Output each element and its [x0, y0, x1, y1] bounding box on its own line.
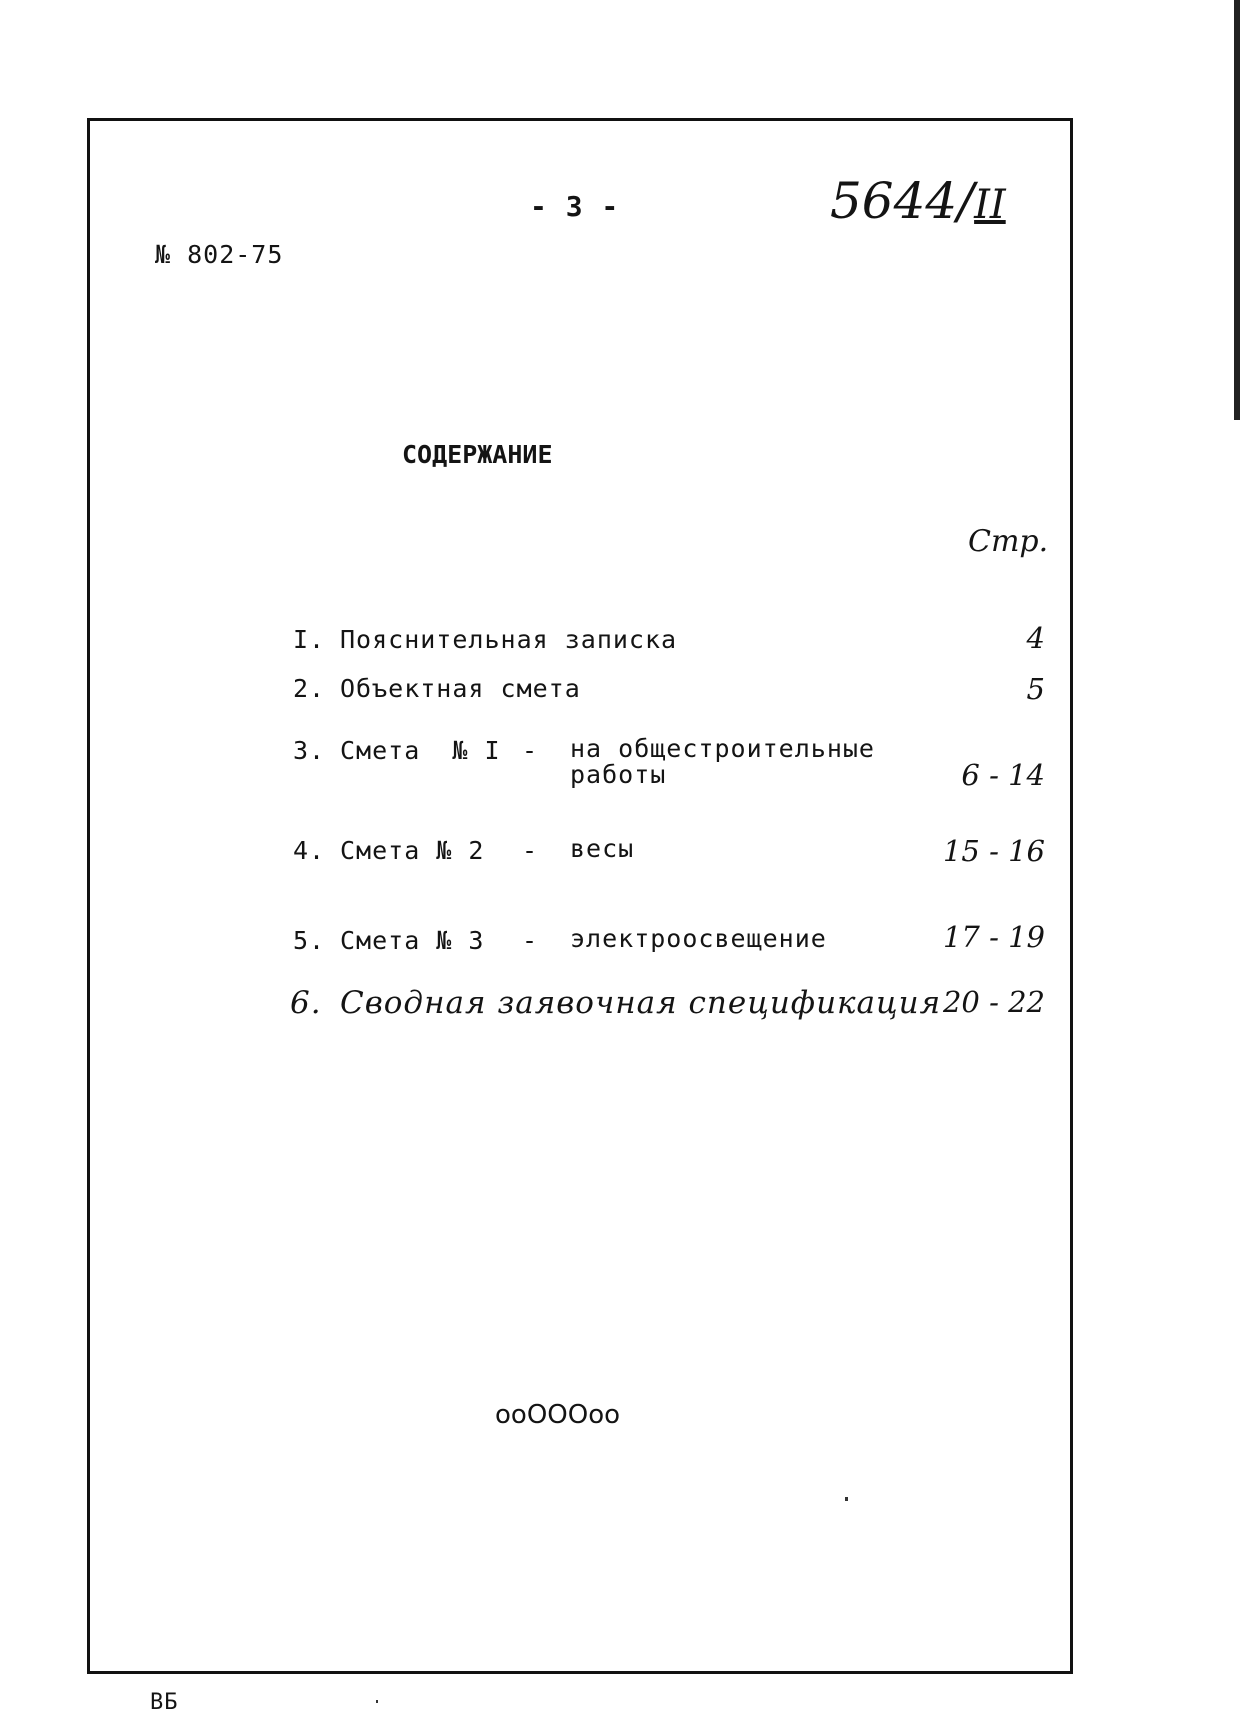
toc-pages: 20 - 22 [942, 985, 1045, 1019]
toc-num: 4. [293, 836, 326, 865]
footer-mark: ВБ [150, 1690, 179, 1715]
toc-name: Смета № 2 [340, 836, 485, 865]
page-title: СОДЕРЖАНИЕ [402, 440, 553, 469]
toc-num: 3. [293, 736, 326, 765]
end-mark: ооОООоо [495, 1400, 621, 1430]
pages-column-header: Стр. [968, 524, 1049, 559]
toc-num: 5. [293, 926, 326, 955]
toc-num: I. [293, 625, 326, 654]
toc-pages: 15 - 16 [942, 834, 1045, 868]
toc-name: Пояснительная записка [340, 625, 678, 654]
doc-code-main: 5644/ [830, 172, 975, 230]
speck [845, 1497, 848, 1501]
doc-code-roman: II [974, 182, 1006, 228]
doc-number: № 802-75 [155, 240, 284, 269]
toc-dash: - [522, 736, 539, 765]
toc-pages: 6 - 14 [961, 758, 1045, 792]
speck [376, 1700, 378, 1703]
page-number: - 3 - [530, 190, 620, 223]
toc-pages: 17 - 19 [942, 920, 1045, 954]
toc-name: Смета № 3 [340, 926, 485, 955]
toc-name: Смета № I [340, 736, 501, 765]
toc-dash: - [522, 836, 539, 865]
toc-desc: электроосвещение [570, 924, 827, 953]
toc-dash: - [522, 926, 539, 955]
toc-pages: 5 [1026, 672, 1045, 706]
page-frame [87, 118, 1073, 1674]
toc-name: Объектная смета [340, 674, 581, 703]
toc-desc: весы [570, 834, 635, 863]
doc-code [830, 172, 1006, 230]
toc-pages: 4 [1026, 621, 1045, 655]
scan-edge-shadow [1234, 0, 1240, 420]
toc-num: 2. [293, 674, 326, 703]
toc-desc: на общестроительные работы [570, 734, 875, 789]
toc-num: 6. [290, 985, 322, 1021]
toc-name: Сводная заявочная спецификация [340, 985, 942, 1021]
